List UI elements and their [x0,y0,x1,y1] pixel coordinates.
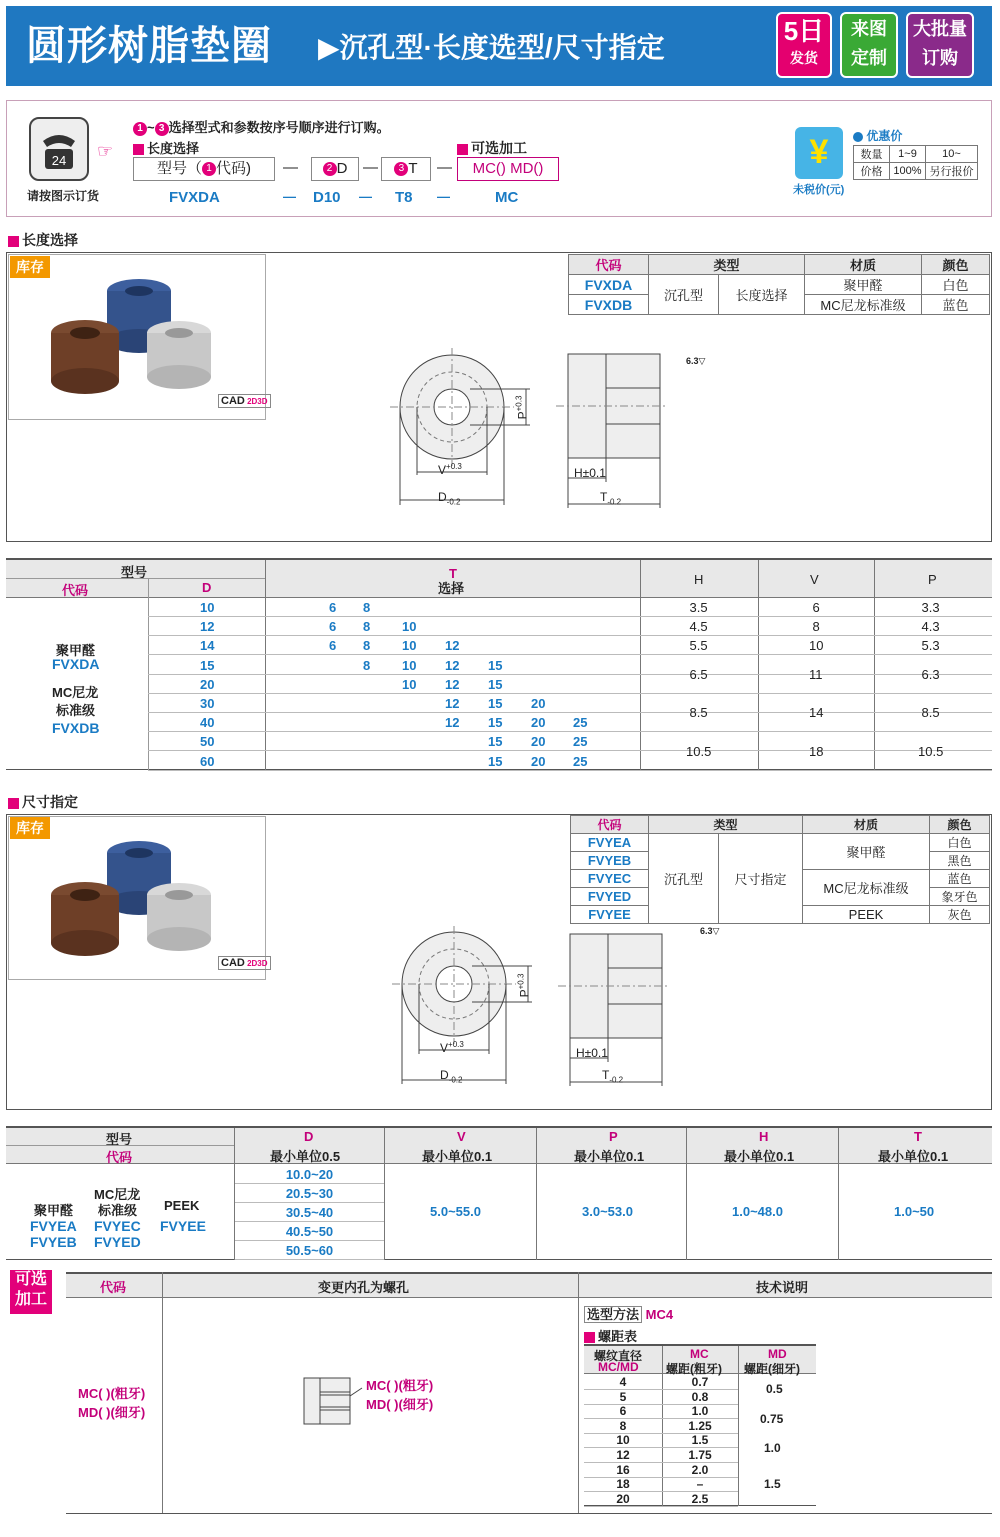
table-size [6,1126,992,1260]
dash: — [359,189,372,204]
th2-code: 代码 [106,1150,133,1165]
dash: — [283,159,298,176]
t-value: 20 [531,696,546,711]
hvp-value: 11 [809,666,823,682]
t2-code-fvyee: FVYEE [160,1218,206,1234]
pitch-mc: 1.5 [662,1433,738,1448]
pitch-dia: 6 [584,1404,662,1419]
field-t: 3 T [381,157,431,181]
th2-h: H [759,1129,769,1144]
th-t-sub: 选择 [438,581,465,596]
hvp-value: 4.3 [921,618,940,634]
th-model: 型号 [121,565,148,580]
t-value: 10 [402,638,417,654]
section-title-length: 长度选择 [8,230,78,250]
t-value: 15 [488,657,503,673]
pitch-dia: 16 [584,1463,662,1478]
hvp-value: 8.5 [921,705,940,721]
opt-label-mc: MC( )(粗牙) [366,1378,434,1393]
section-title-size: 尺寸指定 [8,792,78,812]
pitch-dia: 8 [584,1419,662,1434]
mat-mc-grade: 标准级 [56,703,96,718]
t-value: 20 [531,734,546,750]
t-value: 20 [531,753,546,769]
pitch-dia: 4 [584,1375,662,1390]
t2-code-fvyeb: FVYEB [30,1234,77,1250]
dim-v: $V^{+0.3}$ [438,462,462,477]
pitch-title: 螺距表 [584,1326,637,1345]
th2-v-unit: 最小单位0.1 [422,1149,493,1164]
opt-th-tech: 技术说明 [756,1280,809,1295]
dim-h: H±0.1 [574,466,606,480]
t-value: 12 [445,676,460,692]
field-option: MC() MD() [457,157,559,181]
pitch-th-md: MD [768,1347,787,1361]
th-t: T [449,566,457,581]
divider [578,1272,579,1514]
pitch-th-dia-code: MC/MD [598,1360,639,1374]
cad-badge[interactable]: CAD 2D3D [218,394,271,408]
code-fvxda: FVXDA [52,656,100,672]
hvp-value: 5.3 [921,638,940,653]
t2-mat-peek: PEEK [164,1198,200,1213]
pitch-th-md-sub: 螺距(细牙) [744,1362,800,1376]
pitch-dia: 5 [584,1390,662,1405]
pitch-dia: 10 [584,1433,662,1448]
hvp-value: 8 [812,618,820,634]
roughness-mark-2: 6.3▽ [700,926,720,936]
table-row [148,713,992,732]
pitch-table [584,1344,816,1506]
t2-mat-mc: MC尼龙 [94,1187,141,1202]
example-d: D10 [313,189,341,206]
cad-badge-2[interactable]: CAD 2D3D [218,956,271,970]
t-value: 15 [488,676,503,692]
opt-header [66,1272,992,1298]
dim-v-2: $V^{+0.3}$ [440,1040,464,1055]
hvp-value: 6 [812,599,820,615]
hvp-value: 3.5 [689,599,708,615]
t-value: 25 [573,715,588,731]
pitch-dia: 12 [584,1448,662,1463]
d-value: 12 [200,619,215,635]
th2-p: P [609,1129,618,1144]
pointing-hand-icon: ☞ [97,141,114,161]
tax-note: 未税价(元) [793,184,845,196]
t-value: 20 [531,715,546,731]
d-range: 30.5~40 [235,1203,384,1222]
t2-range-h: 1.0~48.0 [732,1204,783,1219]
hvp-value: 6.5 [689,666,708,682]
t-value: 25 [573,734,588,750]
t2-mat-mc-grade: 标准级 [98,1203,138,1218]
d-range: 40.5~50 [235,1222,384,1241]
dash: — [437,159,452,176]
t-value: 15 [488,753,503,769]
t2-code-fvyed: FVYED [94,1234,141,1250]
pitch-th-mc-sub: 螺距(粗牙) [666,1362,722,1376]
optional-label: 可选加工 [457,138,527,158]
dash: — [437,189,450,204]
order-guide [6,100,992,217]
d-value: 14 [200,638,215,654]
th2-d-unit: 最小单位0.5 [270,1149,341,1164]
yen-icon: ¥ [795,127,843,179]
t-value: 10 [402,619,417,635]
md-pitch: 0.5 [766,1382,783,1396]
d-value: 30 [200,696,215,711]
table-length [6,558,992,770]
dim-t-2: $T_{-0.2}$ [602,1068,624,1085]
table-row [148,636,992,655]
length-select-label: 长度选择 [133,138,199,157]
opt-code-md: MD( )(细牙) [78,1405,146,1420]
thread-drawing [300,1374,364,1430]
t2-range-p: 3.0~53.0 [582,1204,633,1219]
pitch-dia: 20 [584,1492,662,1507]
d-value: 15 [200,657,215,673]
d-value: 50 [200,734,215,750]
select-method: 选型方法 MC4 [584,1304,673,1323]
t-value: 6 [329,638,337,654]
example-t: T8 [395,189,413,206]
md-pitch: 1.5 [764,1477,781,1491]
table-row [148,694,992,713]
t-value: 15 [488,715,503,731]
example-code: FVXDA [169,189,220,206]
page-subtitle: ▶沉孔型·长度选型/尺寸指定 [318,32,665,63]
t2-range-v: 5.0~55.0 [430,1204,481,1219]
d-range: 10.0~20 [235,1165,384,1184]
t-value: 8 [363,638,371,654]
d-range: 20.5~30 [235,1184,384,1203]
pitch-mc: – [662,1477,738,1492]
hvp-value: 10 [809,638,824,653]
t-value: 8 [363,657,371,673]
dim-p: $P^{+0.3}$ [514,395,530,420]
dim-h-2: H±0.1 [576,1046,608,1060]
table-row [148,752,992,771]
t-value: 15 [488,696,503,711]
price-table: 数量 1~9 10~ 价格 100% 另行报价 [853,145,978,180]
hvp-value: 5.5 [689,638,708,653]
table-row [148,598,992,617]
th2-v: V [457,1129,466,1144]
th-d: D [202,580,212,595]
md-pitch: 1.0 [764,1441,781,1455]
hvp-value: 10.5 [686,743,712,759]
th2-t-unit: 最小单位0.1 [878,1149,949,1164]
spec-table-2: 代码 类型 材质 颜色 FVYEA 沉孔型 尺寸指定 聚甲醛 白色 FVYEB 黑色 FVYEC MC尼龙标准级 蓝色 FVYED 象牙色 FVYEE PEEK 灰色 [570,815,990,924]
pitch-mc: 2.0 [662,1463,738,1478]
opt-th-change: 变更内孔为螺孔 [318,1280,410,1295]
mat-mc: MC尼龙 [52,685,99,700]
pitch-mc: 1.75 [662,1448,738,1463]
dash: — [283,189,296,204]
th2-h-unit: 最小单位0.1 [724,1149,795,1164]
th2-model: 型号 [106,1132,133,1147]
th-code: 代码 [62,583,89,598]
hvp-value: 10.5 [918,743,944,759]
t-value: 15 [488,734,503,750]
th-p: P [928,572,937,587]
svg-text:24: 24 [51,153,67,168]
drawing-size [380,922,700,1092]
divider [66,1513,992,1514]
divider [162,1272,163,1514]
hvp-value: 3.3 [921,599,940,615]
table-row [148,732,992,751]
stock-badge: 库存 [10,256,50,278]
t-value: 25 [573,753,588,769]
d-value: 10 [200,600,215,615]
pitch-mc: 2.5 [662,1492,738,1507]
t-value: 12 [445,715,460,731]
mat-pom: 聚甲醛 [56,643,96,658]
pitch-mc: 1.25 [662,1419,738,1434]
d-value: 40 [200,715,215,731]
hvp-value: 4.5 [689,618,708,634]
hvp-value: 14 [809,705,824,721]
phone-icon [29,117,89,181]
t2-mat-pom: 聚甲醛 [34,1203,74,1218]
md-pitch: 0.75 [760,1412,784,1426]
pitch-th-mc: MC [690,1347,709,1361]
badge-5day: 5日 发货 [776,12,832,78]
opt-th-code: 代码 [100,1280,127,1295]
t2-code-fvyec: FVYEC [94,1218,141,1234]
t2-code-fvyea: FVYEA [30,1218,77,1234]
pitch-mc: 0.7 [662,1375,738,1390]
stock-badge-2: 库存 [10,817,50,839]
dash: — [363,159,378,176]
t-value: 8 [363,600,371,615]
opt-code-mc: MC( )(粗牙) [78,1386,146,1401]
hvp-value: 8.5 [689,705,708,721]
pitch-dia: 18 [584,1477,662,1492]
th-h: H [694,572,704,587]
pitch-mc: 1.0 [662,1404,738,1419]
dim-d-2: $D_{-0.2}$ [440,1068,463,1085]
t-value: 6 [329,619,337,635]
table-row [148,617,992,636]
t-value: 10 [402,676,417,692]
t-value: 12 [445,696,460,711]
t2-range-t: 1.0~50 [894,1204,935,1219]
code-fvxdb: FVXDB [52,720,100,736]
th2-t: T [914,1129,922,1144]
badge-custom: 来图 定制 [840,12,898,78]
d-value: 20 [200,676,215,692]
t-value: 8 [363,619,371,635]
phone-text: 请按图示订货 [27,189,100,203]
order-instruction: 1 ~ 3 选择型式和参数按序号顺序进行订购。 [133,117,390,136]
d-range: 50.5~60 [235,1241,384,1260]
opt-label-md: MD( )(细牙) [366,1397,434,1412]
hvp-value: 6.3 [921,666,940,682]
pitch-th-dia: 螺纹直径 [594,1349,643,1363]
dim-d: $D_{-0.2}$ [438,490,461,507]
badge-bulk: 大批量 订购 [906,12,974,78]
field-d: 2 D [311,157,359,181]
pitch-mc: 0.8 [662,1390,738,1405]
roughness-mark: 6.3▽ [686,356,706,366]
th2-d: D [304,1129,314,1144]
example-option: MC [495,189,519,206]
t-value: 6 [329,600,337,615]
field-model: 型号（ 1 代码) [133,157,275,181]
table-row [148,656,992,675]
dim-t: $T_{-0.2}$ [600,490,622,507]
table-row [148,675,992,694]
optional-badge: 可选 加工 [10,1270,52,1314]
t-value: 10 [402,657,417,673]
t-value: 12 [445,638,460,654]
hvp-value: 18 [809,743,824,759]
drawing-length [380,340,700,515]
th-v: V [810,572,819,587]
th2-p-unit: 最小单位0.1 [574,1149,645,1164]
dim-p-2: $P^{+0.3}$ [516,973,532,998]
page-title: 圆形树脂垫圈 [26,24,272,68]
price-title: 优惠价 [853,127,902,144]
d-value: 60 [200,753,215,769]
spec-table-1: 代码 类型 材质 颜色 FVXDA 沉孔型 长度选择 聚甲醛 白色 FVXDB MC尼龙标准级 蓝色 [568,254,990,315]
t-value: 12 [445,657,460,673]
